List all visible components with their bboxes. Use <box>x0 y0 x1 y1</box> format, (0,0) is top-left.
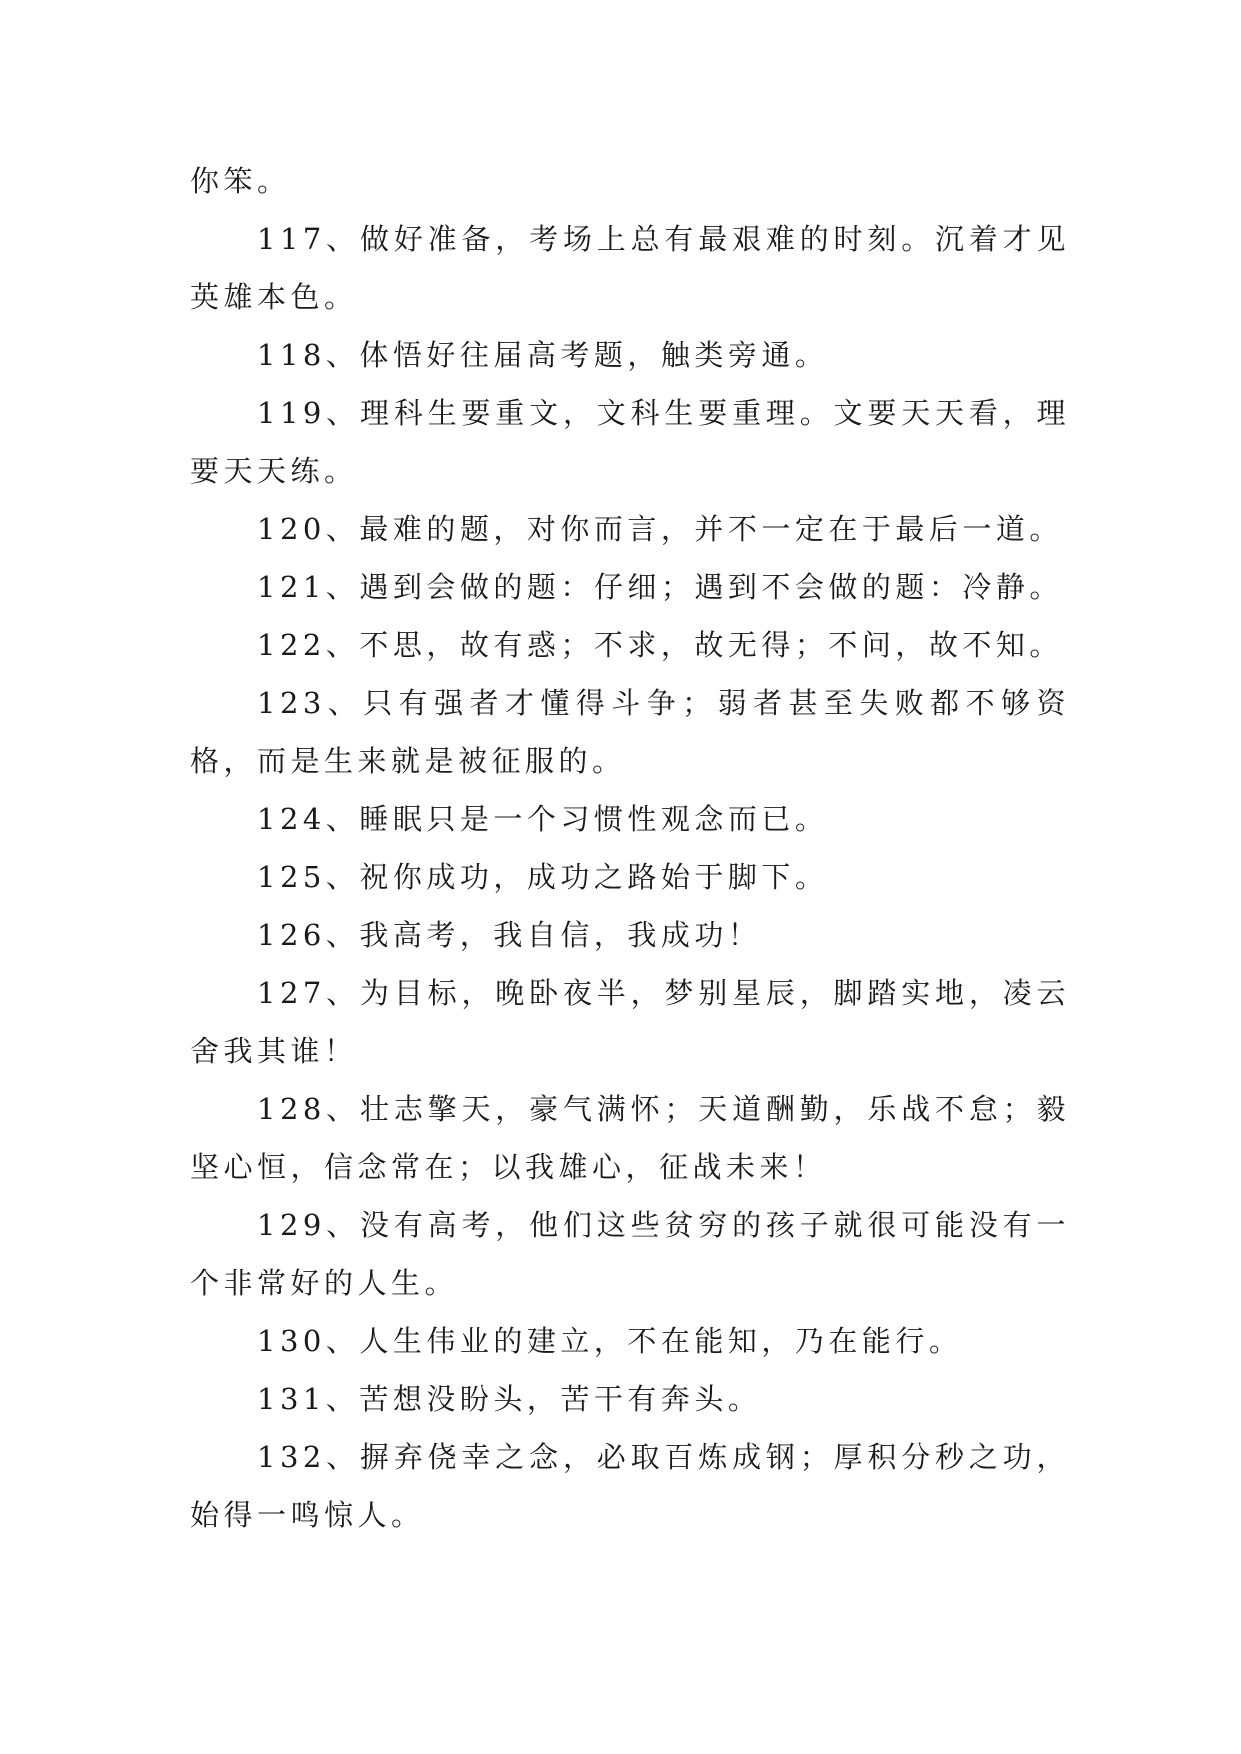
document-body <box>190 152 1070 1544</box>
paragraph-118: 118、体悟好往届高考题，触类旁通。 <box>257 338 829 372</box>
paragraph-131: 131、苦想没盼头，苦干有奔头。 <box>257 1382 762 1416</box>
paragraph-119: 119、理科生要重文，文科生要重理。文要天天看，理要天天练。 <box>190 396 1070 488</box>
paragraph-124: 124、睡眠只是一个习惯性观念而已。 <box>257 802 829 836</box>
paragraph-123: 123、只有强者才懂得斗争；弱者甚至失败都不够资格，而是生来就是被征服的。 <box>190 686 1070 778</box>
paragraph-0: 你笨。 <box>190 164 291 198</box>
paragraph-130: 130、人生伟业的建立，不在能知，乃在能行。 <box>257 1324 963 1358</box>
paragraph-128: 128、壮志擎天，豪气满怀；天道酬勤，乐战不怠；毅坚心恒，信念常在；以我雄心，征战未来！ <box>190 1092 1070 1184</box>
paragraph-127: 127、为目标，晚卧夜半，梦别星辰，脚踏实地，凌云舍我其谁！ <box>190 976 1070 1068</box>
paragraph-122: 122、不思，故有惑；不求，故无得；不问，故不知。 <box>257 628 1063 662</box>
paragraph-117: 117、做好准备，考场上总有最艰难的时刻。沉着才见英雄本色。 <box>190 222 1070 314</box>
paragraph-129: 129、没有高考，他们这些贫穷的孩子就很可能没有一个非常好的人生。 <box>190 1208 1070 1300</box>
paragraph-120: 120、最难的题，对你而言，并不一定在于最后一道。 <box>257 512 1063 546</box>
paragraph-132: 132、摒弃侥幸之念，必取百炼成钢；厚积分秒之功，始得一鸣惊人。 <box>190 1440 1070 1532</box>
paragraph-126: 126、我高考，我自信，我成功！ <box>257 918 762 952</box>
paragraph-125: 125、祝你成功，成功之路始于脚下。 <box>257 860 829 894</box>
paragraph-121: 121、遇到会做的题：仔细；遇到不会做的题：冷静。 <box>257 570 1063 604</box>
